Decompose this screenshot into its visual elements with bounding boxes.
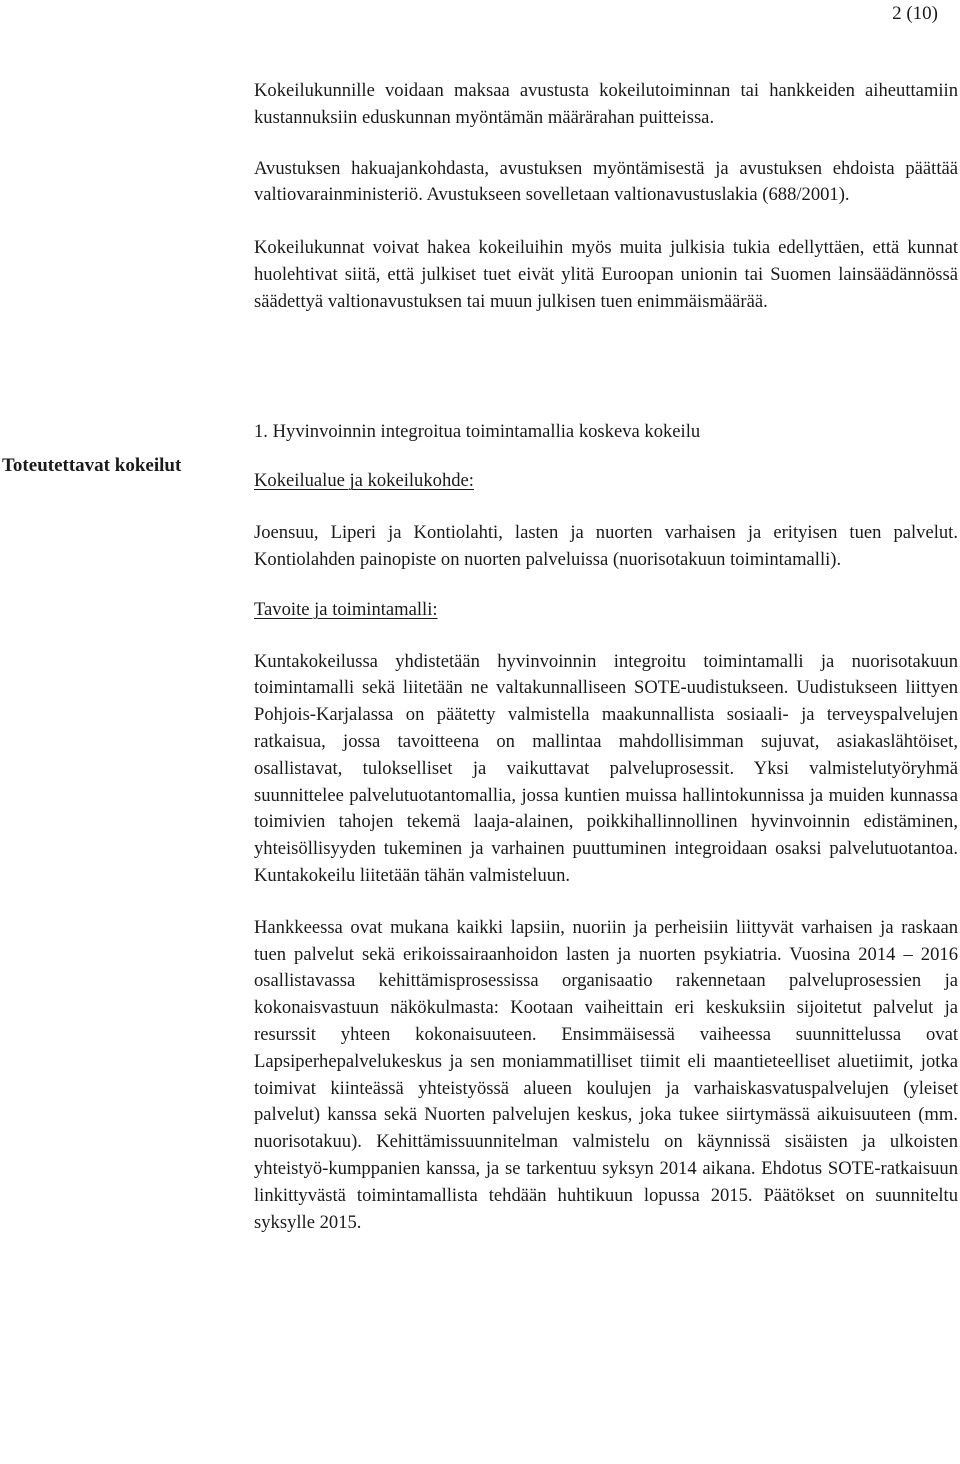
section-heading: Toteutettavat kokeilut bbox=[2, 455, 182, 476]
page-number: 2 (10) bbox=[892, 3, 938, 24]
goal-label-text: Tavoite ja toimintamalli: bbox=[254, 598, 438, 620]
intro-paragraph-2: Avustuksen hakuajankohdasta, avustuksen myöntämisestä ja avustuksen ehdoista päättää valtiovarainministeriö. Avustukseen sovelletaan valtionavustuslakia (688/2001). bbox=[254, 157, 958, 206]
experiment-title: 1. Hyvinvoinnin integroitua toimintamallia koskeva kokeilu bbox=[254, 420, 701, 442]
intro-paragraph-3: Kokeilukunnat voivat hakea kokeiluihin myös muita julkisia tukia edellyttäen, että kunnat huolehtivat siitä, että julkiset tuet eivät ylitä Euroopan unionin tai Suomen lainsäädännössä säädettyä valtionavustuksen tai muun julkisen tuen enimmäismäärää. bbox=[254, 237, 958, 312]
intro-paragraph-1: Kokeilukunnille voidaan maksaa avustusta kokeilutoiminnan tai hankkeiden aiheuttamiin kustannuksiin eduskunnan myöntämän määrärahan puitteissa. bbox=[254, 80, 958, 128]
area-label bbox=[254, 468, 958, 495]
area-text: Joensuu, Liperi ja Kontiolahti, lasten ja nuorten varhaisen ja erityisen tuen palvelut. Kontiolahden painopiste on nuorten palveluissa (nuorisotakuun toimintamalli). bbox=[254, 522, 958, 570]
area-label-text: Kokeilualue ja kokeilukohde: bbox=[254, 470, 474, 492]
document-body bbox=[254, 78, 958, 1236]
goal-paragraph-2: Hankkeessa ovat mukana kaikki lapsiin, nuoriin ja perheisiin liittyvät varhaisen ja raskaan tuen palvelut sekä erikoissairaanhoidon lasten ja nuorten psykiatria. Vuosina 2014 – 2016 osallistavassa kehittämisprosessissa organisaatio rakennetaan palveluprosessien ja kokonaisvastuun näkökulmasta: Kootaan vaiheittain eri keskuksiin sijoitetut palvelut ja resurssit yhteen kokonaisuuteen. Ensimmäisessä vaiheessa suunnittelussa ovat Lapsiperhepalvelukeskus ja sen moniammatilliset tiimit eli maantieteelliset aluetiimit, jotka toimivat kiinteässä yhteistyössä alueen koulujen ja varhaiskasvatuspalvelujen (yleiset palvelut) kanssa sekä Nuorten palvelujen keskus, joka tukee siirtymässä aikuisuuteen (mm. nuorisotakuu). Kehittämissuunnitelman valmistelu on käynnissä sisäisten ja ulkoisten yhteistyö-kumppanien kanssa, ja se tarkentuu syksyn 2014 aikana. Ehdotus SOTE-ratkaisuun linkittyvästä toimintamallista tehdään huhtikuun lopussa 2015. Päätökset on suunniteltu syksylle 2015. bbox=[254, 916, 958, 1233]
goal-paragraph-1: Kuntakokeilussa yhdistetään hyvinvoinnin integroitu toimintamalli ja nuorisotakuun toimintamalli sekä liitetään ne valtakunnalliseen SOTE-uudistukseen. Uudistukseen liittyen Pohjois-Karjalassa on päätetty valmistella maakunnallista sosiaali- ja terveyspalvelujen ratkaisua, jossa tavoitteena on mallintaa mahdollisimman sujuvat, asiakaslähtöiset, osallistavat, tulokselliset ja vaikuttavat palveluprosessit. Yksi valmistelutyöryhmä suunnittelee palvelutuotantomallia, jossa kuntien muissa hallintokunnissa ja muiden kunnassa toimivien tahojen tekemä laaja-alainen, poikkihallinnollinen hyvinvoinnin edistäminen, yhteisöllisyyden tukeminen ja varhainen puuttuminen integroidaan osaksi palvelutuotantoa. Kuntakokeilu liitetään tähän valmisteluun. bbox=[254, 650, 958, 886]
goal-label bbox=[254, 597, 958, 624]
